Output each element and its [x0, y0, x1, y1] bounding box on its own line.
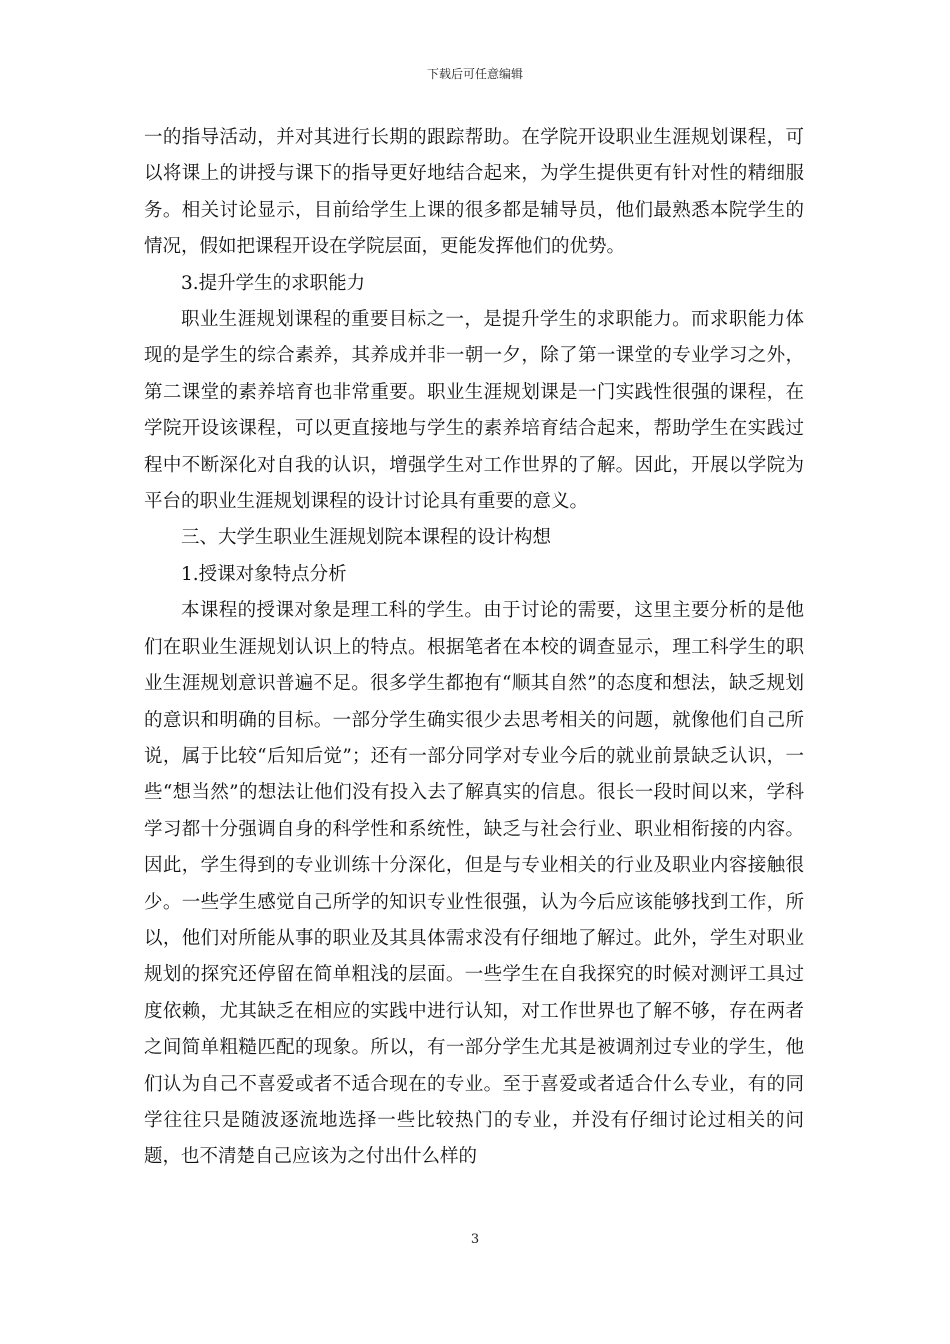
paragraph: 职业生涯规划课程的重要目标之一，是提升学生的求职能力。而求职能力体现的是学生的综合素养，其养成并非一朝一夕，除了第一课堂的专业学习之外，第二课堂的素养培育也非常重要。职业生涯规划课是一门实践性很强的课程，在学院开设该课程，可以更直接地与学生的素养培育结合起来，帮助学生在实践过程中不断深化对自我的认识，增强学生对工作世界的了解。因此，开展以学院为平台的职业生涯规划课程的设计讨论具有重要的意义。: [144, 309, 804, 513]
page-header: 下载后可任意编辑: [426, 67, 523, 81]
chapter-heading: 三、大学生职业生涯规划院本课程的设计构想: [181, 527, 552, 549]
section-heading-1: 1.授课对象特点分析: [181, 563, 347, 585]
document-body: [144, 120, 804, 1176]
page-number: 3: [470, 1232, 480, 1247]
section-heading-3: 3.提升学生的求职能力: [181, 272, 366, 294]
paragraph: 本课程的授课对象是理工科的学生。由于讨论的需要，这里主要分析的是他们在职业生涯规划认识上的特点。根据笔者在本校的调查显示，理工科学生的职业生涯规划意识普遍不足。很多学生都抱有“顺其自然”的态度和想法，缺乏规划的意识和明确的目标。一部分学生确实很少去思考相关的问题，就像他们自己所说，属于比较“后知后觉”；还有一部分同学对专业今后的就业前景缺乏认识，一些“想当然”的想法让他们没有投入去了解真实的信息。很长一段时间以来，学科学习都十分强调自身的科学性和系统性，缺乏与社会行业、职业相衔接的内容。因此，学生得到的专业训练十分深化，但是与专业相关的行业及职业内容接触很少。一些学生感觉自己所学的知识专业性很强，认为今后应该能够找到工作，所以，他们对所能从事的职业及其具体需求没有仔细地了解过。此外，学生对职业规划的探究还停留在简单粗浅的层面。一些学生在自我探究的时候对测评工具过度依赖，尤其缺乏在相应的实践中进行认知，对工作世界也了解不够，存在两者之间简单粗糙匹配的现象。所以，有一部分学生尤其是被调剂过专业的学生，他们认为自己不喜爱或者不适合现在的专业。至于喜爱或者适合什么专业，有的同学往往只是随波逐流地选择一些比较热门的专业，并没有仔细讨论过相关的问题，也不清楚自己应该为之付出什么样的: [144, 600, 804, 1168]
paragraph-continuation: 一的指导活动，并对其进行长期的跟踪帮助。在学院开设职业生涯规划课程，可以将课上的讲授与课下的指导更好地结合起来，为学生提供更有针对性的精细服务。相关讨论显示，目前给学生上课的很多都是辅导员，他们最熟悉本院学生的情况，假如把课程开设在学院层面，更能发挥他们的优势。: [144, 127, 804, 258]
